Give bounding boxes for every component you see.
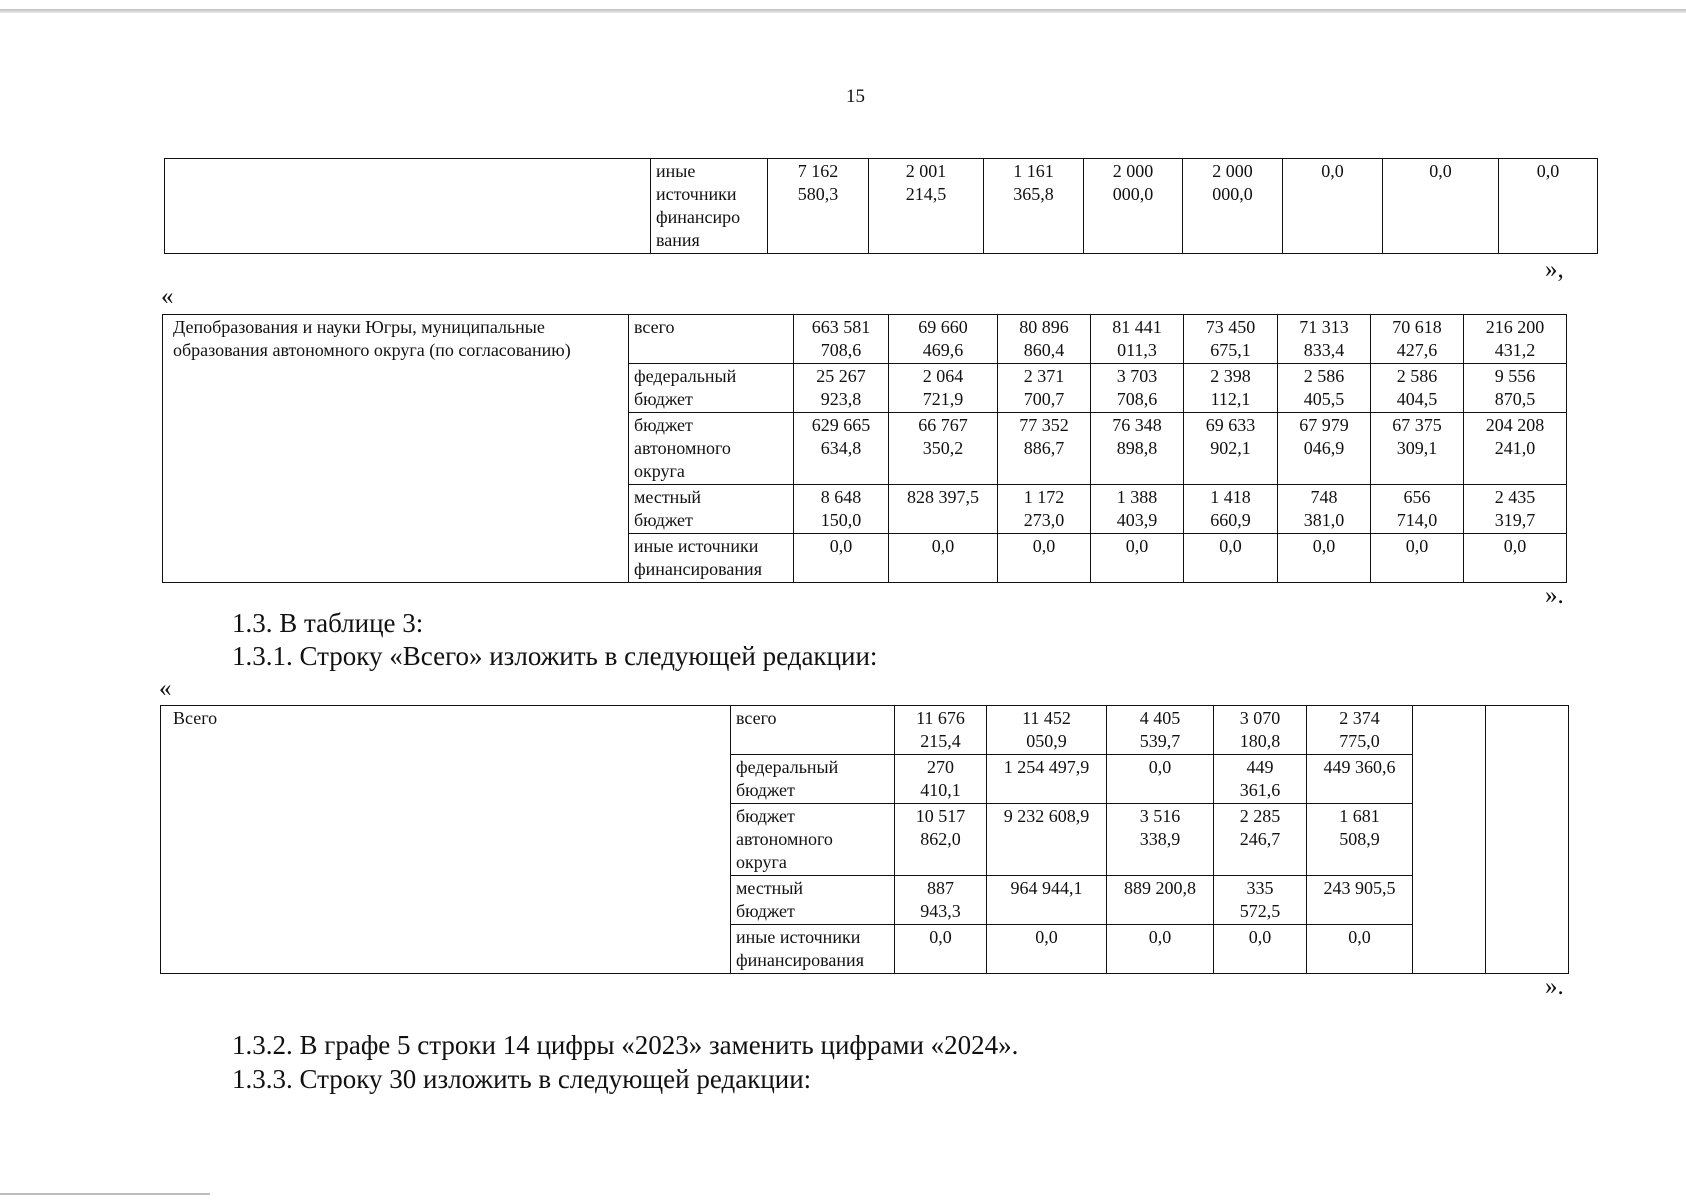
closing-quote: ». <box>1545 582 1564 609</box>
table-cell: 0,0 <box>794 534 889 583</box>
table-cell: 964 944,1 <box>987 876 1107 925</box>
table-cell: 0,0 <box>1214 925 1307 974</box>
table-cell: 4 405 539,7 <box>1107 706 1214 755</box>
table-row-label: федеральный бюджет <box>731 755 895 804</box>
table-cell: 11 676 215,4 <box>895 706 987 755</box>
scan-top-edge <box>0 9 1686 13</box>
table-cell: 1 161 365,8 <box>984 159 1084 254</box>
table-row <box>161 706 1569 755</box>
table-cell: 69 633 902,1 <box>1184 413 1278 485</box>
table-cell: 0,0 <box>1371 534 1464 583</box>
table-total <box>160 705 1569 974</box>
table-cell-empty <box>165 159 651 254</box>
table-cell: 11 452 050,9 <box>987 706 1107 755</box>
table-row-label: местный бюджет <box>731 876 895 925</box>
table-row-label: бюджет автономного округа <box>629 413 794 485</box>
table-cell: 1 254 497,9 <box>987 755 1107 804</box>
table-cell: 0,0 <box>1278 534 1371 583</box>
scan-bottom-edge <box>0 1193 210 1195</box>
table-cell: 71 313 833,4 <box>1278 315 1371 364</box>
table-cell: 0,0 <box>1107 925 1214 974</box>
table-cell: 2 435 319,7 <box>1464 485 1567 534</box>
table-cell: 270 410,1 <box>895 755 987 804</box>
table-cell: 2 398 112,1 <box>1184 364 1278 413</box>
table-row-label: всего <box>629 315 794 364</box>
table-cell: 2 001 214,5 <box>869 159 984 254</box>
table-cell: 889 200,8 <box>1107 876 1214 925</box>
table-row <box>163 315 1567 364</box>
total-title-cell: Всего <box>161 706 731 974</box>
table-row-label: иные источники финансирования <box>731 925 895 974</box>
table-cell: 69 660 469,6 <box>889 315 998 364</box>
table-cell: 8 648 150,0 <box>794 485 889 534</box>
table-cell: 76 348 898,8 <box>1091 413 1184 485</box>
table-row-label: иные источники финансиро вания <box>651 159 768 254</box>
table-row-label: всего <box>731 706 895 755</box>
table-depobrazovaniya <box>162 314 1567 583</box>
opening-quote: « <box>161 283 174 310</box>
table-cell: 1 388 403,9 <box>1091 485 1184 534</box>
table-cell: 2 000 000,0 <box>1084 159 1183 254</box>
table-cell: 0,0 <box>889 534 998 583</box>
table-cell: 7 162 580,3 <box>768 159 869 254</box>
table-cell: 9 556 870,5 <box>1464 364 1567 413</box>
table-row-label: федеральный бюджет <box>629 364 794 413</box>
executor-cell: Депобразования и науки Югры, муниципальные образования автономного округа (по согласованию) <box>163 315 629 583</box>
table-row-label: иные источники финансирования <box>629 534 794 583</box>
table-cell: 3 070 180,8 <box>1214 706 1307 755</box>
table-cell: 80 896 860,4 <box>998 315 1091 364</box>
table-cell: 335 572,5 <box>1214 876 1307 925</box>
page-number: 15 <box>846 86 865 107</box>
table-cell: 216 200 431,2 <box>1464 315 1567 364</box>
table-cell: 0,0 <box>1107 755 1214 804</box>
table-row-label: бюджет автономного округа <box>731 804 895 876</box>
table-cell: 449 361,6 <box>1214 755 1307 804</box>
table-cell: 748 381,0 <box>1278 485 1371 534</box>
table-cell: 2 064 721,9 <box>889 364 998 413</box>
table-cell: 2 371 700,7 <box>998 364 1091 413</box>
table-cell: 887 943,3 <box>895 876 987 925</box>
table-cell: 0,0 <box>1283 159 1383 254</box>
table-cell: 0,0 <box>998 534 1091 583</box>
table-cell: 243 905,5 <box>1307 876 1413 925</box>
table-cell: 656 714,0 <box>1371 485 1464 534</box>
table-cell: 0,0 <box>1307 925 1413 974</box>
table-cell: 1 172 273,0 <box>998 485 1091 534</box>
table-cell: 2 374 775,0 <box>1307 706 1413 755</box>
paragraph-1-3-3: 1.3.3. Строку 30 изложить в следующей редакции: <box>232 1064 812 1094</box>
paragraph-1-3-1: 1.3.1. Строку «Всего» изложить в следующей редакции: <box>232 641 878 671</box>
table-cell: 828 397,5 <box>889 485 998 534</box>
table-cell: 10 517 862,0 <box>895 804 987 876</box>
table-cell: 3 516 338,9 <box>1107 804 1214 876</box>
table-cell: 2 586 404,5 <box>1371 364 1464 413</box>
table-cell: 0,0 <box>987 925 1107 974</box>
table-cell: 73 450 675,1 <box>1184 315 1278 364</box>
table-cell: 77 352 886,7 <box>998 413 1091 485</box>
table-cell: 1 418 660,9 <box>1184 485 1278 534</box>
table-cell: 25 267 923,8 <box>794 364 889 413</box>
closing-quote: », <box>1545 256 1564 283</box>
table-cell-empty <box>1413 706 1486 974</box>
table-cell: 81 441 011,3 <box>1091 315 1184 364</box>
table-cell: 0,0 <box>1383 159 1499 254</box>
table-cell: 0,0 <box>1464 534 1567 583</box>
table-cell: 0,0 <box>1499 159 1598 254</box>
table-cell: 0,0 <box>1184 534 1278 583</box>
table-cell: 1 681 508,9 <box>1307 804 1413 876</box>
table-cell: 67 979 046,9 <box>1278 413 1371 485</box>
paragraph-1-3-2: 1.3.2. В графе 5 строки 14 цифры «2023» заменить цифрами «2024». <box>232 1030 1019 1060</box>
table-row <box>165 159 1598 254</box>
table-cell: 0,0 <box>895 925 987 974</box>
table-cell: 449 360,6 <box>1307 755 1413 804</box>
paragraph-1-3: 1.3. В таблице 3: <box>232 608 424 638</box>
table-row-label: местный бюджет <box>629 485 794 534</box>
table-cell-empty <box>1486 706 1569 974</box>
table-cell: 66 767 350,2 <box>889 413 998 485</box>
table-cell: 9 232 608,9 <box>987 804 1107 876</box>
table-cell: 3 703 708,6 <box>1091 364 1184 413</box>
table-cell: 70 618 427,6 <box>1371 315 1464 364</box>
table-top-fragment <box>164 158 1598 254</box>
table-cell: 2 285 246,7 <box>1214 804 1307 876</box>
table-cell: 2 586 405,5 <box>1278 364 1371 413</box>
table-cell: 204 208 241,0 <box>1464 413 1567 485</box>
table-cell: 663 581 708,6 <box>794 315 889 364</box>
table-cell: 0,0 <box>1091 534 1184 583</box>
table-cell: 67 375 309,1 <box>1371 413 1464 485</box>
table-cell: 2 000 000,0 <box>1183 159 1283 254</box>
opening-quote: « <box>159 675 172 702</box>
closing-quote: ». <box>1545 973 1564 1000</box>
table-cell: 629 665 634,8 <box>794 413 889 485</box>
